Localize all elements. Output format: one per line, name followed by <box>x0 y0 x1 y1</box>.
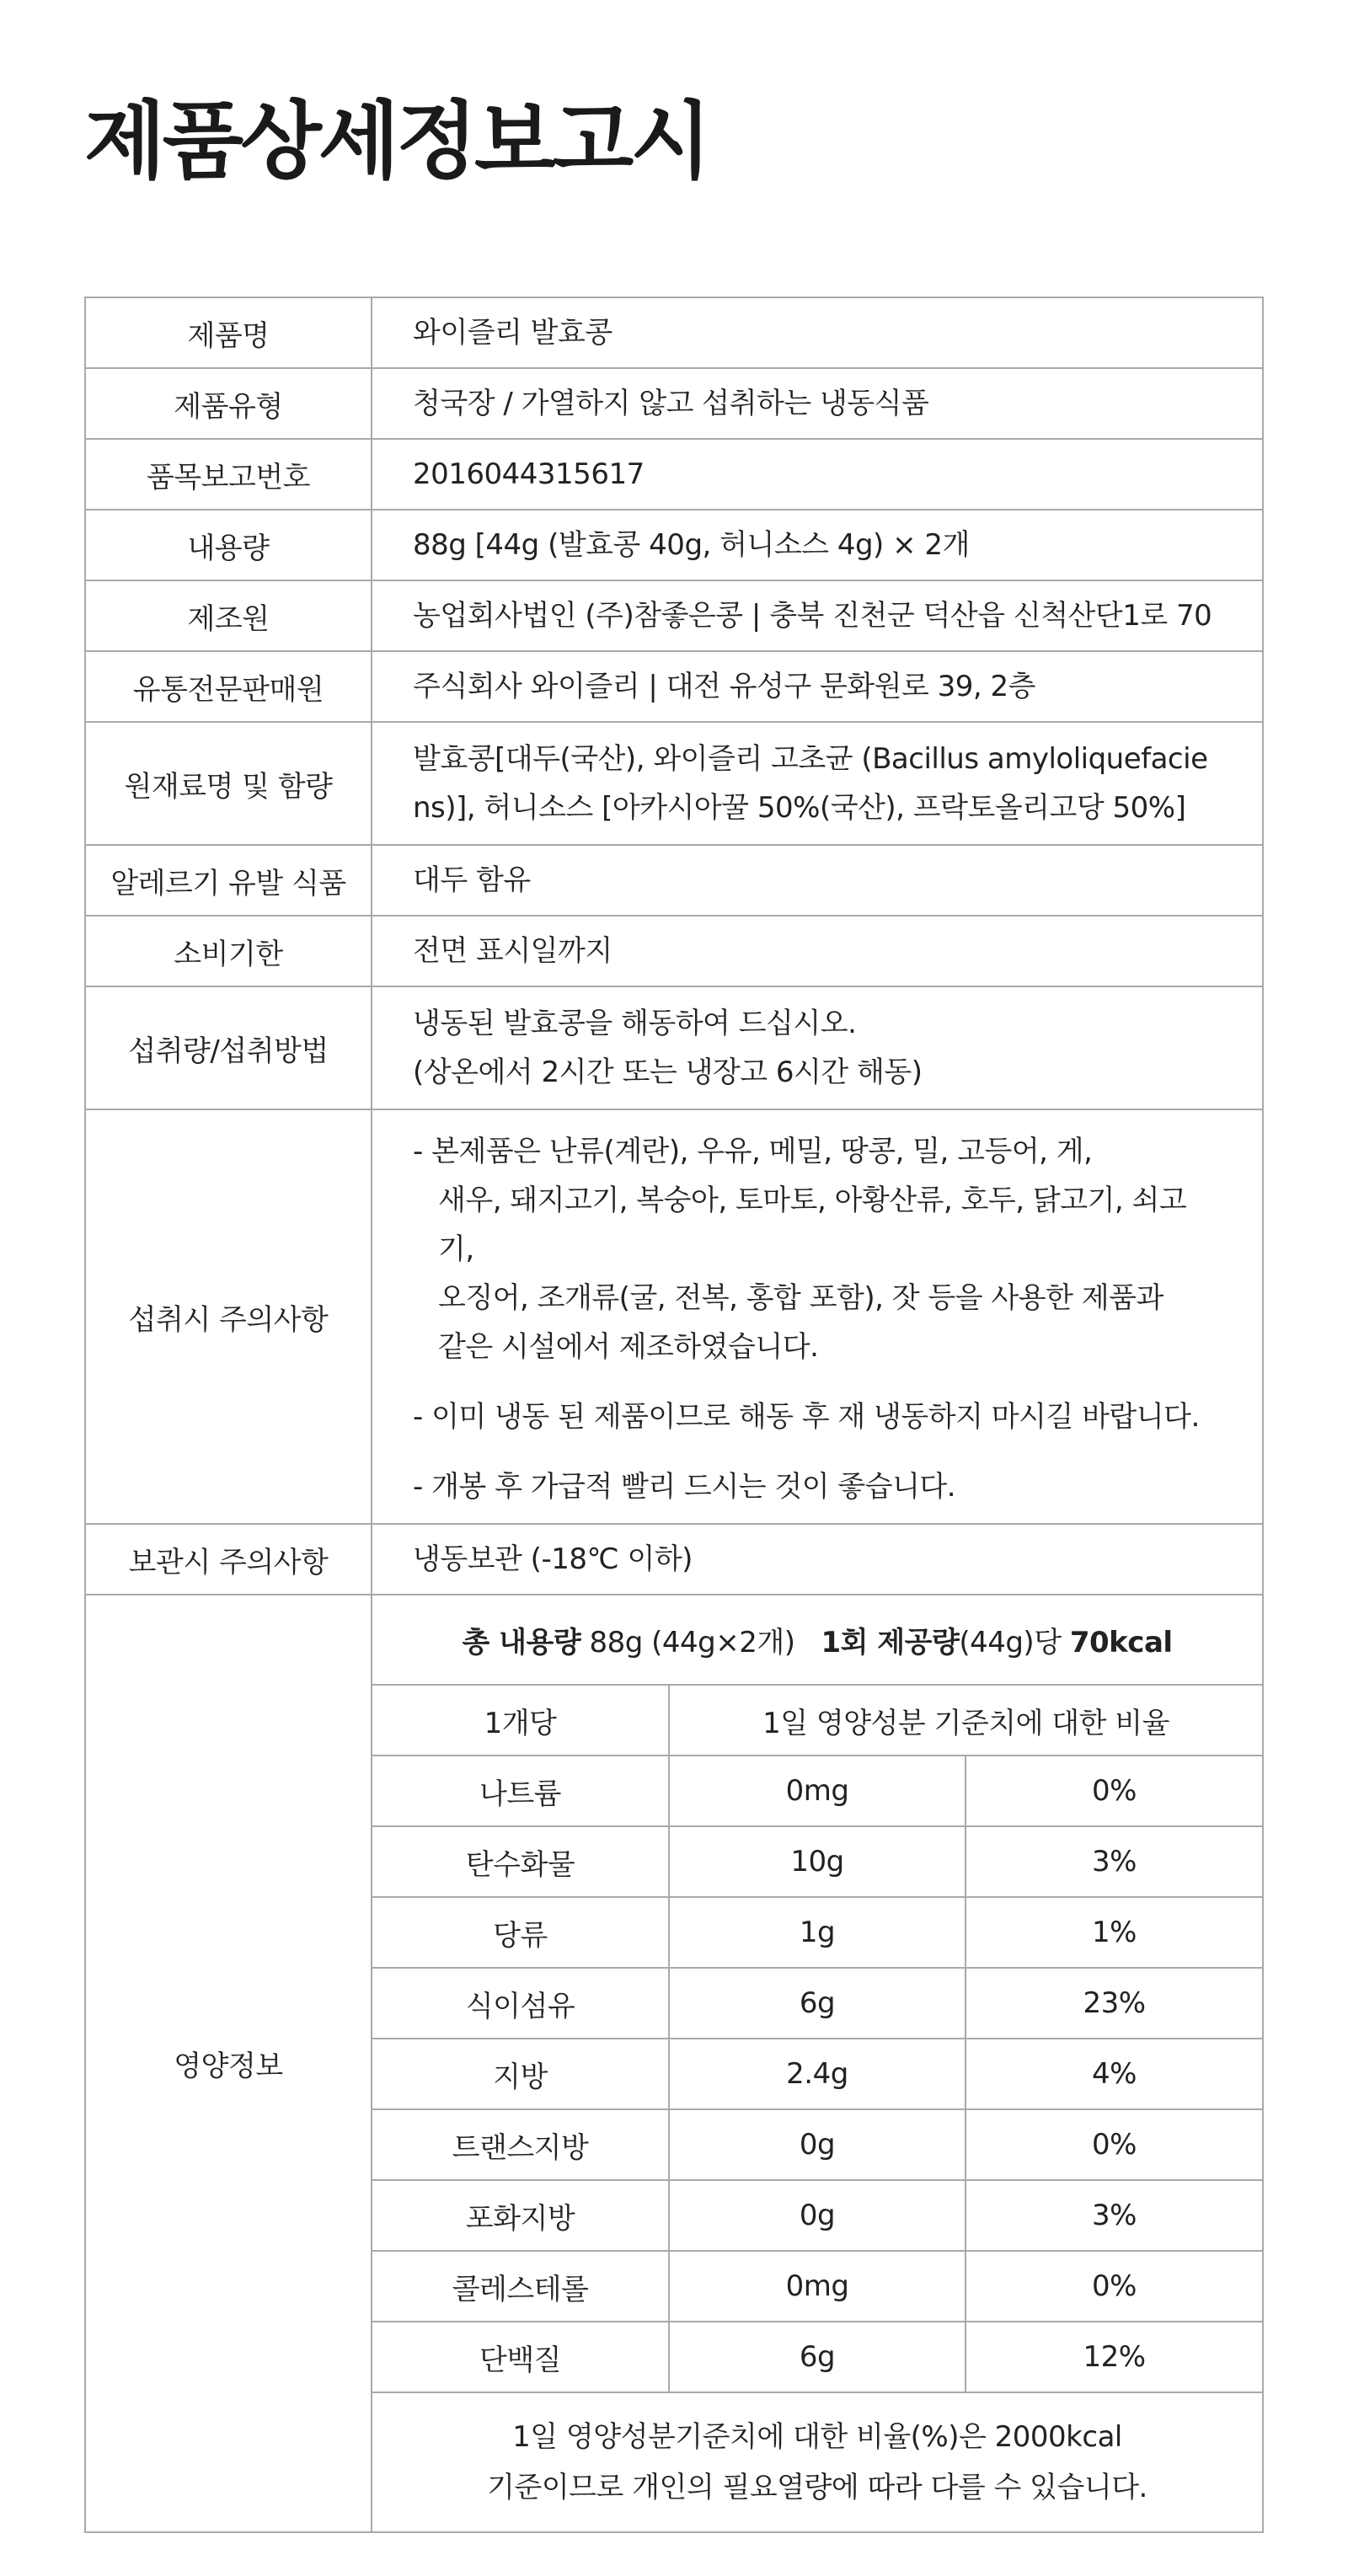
row-value: 냉동된 발효콩을 해동하여 드십시오. (상온에서 2시간 또는 냉장고 6시간 해동) <box>372 986 1263 1109</box>
row-value: 청국장 / 가열하지 않고 섭취하는 냉동식품 <box>372 368 1263 439</box>
row-label: 내용량 <box>85 510 372 580</box>
info-row <box>85 510 1263 580</box>
product-info-table <box>84 297 1264 2533</box>
row-value: 전면 표시일까지 <box>372 916 1263 986</box>
nutrition-label: 영양정보 <box>85 1595 372 2532</box>
info-row <box>85 651 1263 722</box>
nutrition-item: 나트륨 0mg 0% <box>372 1756 1262 1826</box>
row-value: 주식회사 와이즐리 | 대전 유성구 문화원로 39, 2층 <box>372 651 1263 722</box>
nutrition-item: 당류 1g 1% <box>372 1897 1262 1968</box>
caution-item-2: - 이미 냉동 된 제품이므로 해동 후 재 냉동하지 마시길 바랍니다. <box>413 1400 1200 1434</box>
nutrition-table <box>372 1595 1262 2531</box>
info-row <box>85 916 1263 986</box>
caution-item-1: - 본제품은 난류(계란), 우유, 메밀, 땅콩, 밀, 고등어, 게, <box>413 1135 1093 1168</box>
row-value: 2016044315617 <box>372 439 1263 510</box>
nutrition-item: 식이섬유 6g 23% <box>372 1968 1262 2039</box>
info-row <box>85 722 1263 845</box>
row-label: 제품명 <box>85 297 372 368</box>
caution-label: 섭취시 주의사항 <box>85 1109 372 1524</box>
caution-text: - 본제품은 난류(계란), 우유, 메밀, 땅콩, 밀, 고등어, 게, 새우, 돼지고기, 복숭아, 토마토, 아황산류, 호두, 닭고기, 쇠고기, 오징어, 조개류(굴, 전복, 홍합 포함), 잣 등을 사용한 제품과 같은 시설에서 제조하였습니다. - 이미 냉동 된 제품이므로 해동 후 재 냉동하지 마시길 바랍니다. - 개봉 후 가급적 빨리 드시는 것이 좋습니다. <box>372 1109 1263 1524</box>
storage-row <box>85 1524 1263 1595</box>
row-label: 원재료명 및 함량 <box>85 722 372 845</box>
row-label: 알레르기 유발 식품 <box>85 845 372 916</box>
page-title: 제품상세정보고시 <box>84 92 709 190</box>
info-row <box>85 845 1263 916</box>
row-label: 유통전문판매원 <box>85 651 372 722</box>
nutrition-item: 단백질 6g 12% <box>372 2322 1262 2392</box>
info-row <box>85 986 1263 1109</box>
nutrition-footnote: 1일 영양성분기준치에 대한 비율(%)은 2000kcal 기준이므로 개인의 필요열량에 따라 다를 수 있습니다. <box>372 2392 1262 2531</box>
row-value: 농업회사법인 (주)참좋은콩 | 충북 진천군 덕산읍 신척산단1로 70 <box>372 580 1263 651</box>
row-label: 품목보고번호 <box>85 439 372 510</box>
nutrition-item: 트랜스지방 0g 0% <box>372 2109 1262 2180</box>
row-label: 소비기한 <box>85 916 372 986</box>
row-label: 섭취량/섭취방법 <box>85 986 372 1109</box>
storage-value: 냉동보관 (-18℃ 이하) <box>372 1524 1263 1595</box>
caution-row <box>85 1109 1263 1524</box>
nutrition-item: 콜레스테롤 0mg 0% <box>372 2251 1262 2322</box>
nutrition-facts <box>372 1595 1263 2532</box>
row-value: 발효콩[대두(국산), 와이즐리 고초균 (Bacillus amyloliquefacie ns)], 허니소스 [아카시아꿀 50%(국산), 프락토올리고당 50%] <box>372 722 1263 845</box>
nutrition-header-ratio: 1일 영양성분 기준치에 대한 비율 <box>669 1685 1262 1756</box>
nutrition-item: 포화지방 0g 3% <box>372 2180 1262 2251</box>
nutrition-summary: 총 내용량 88g (44g×2개) 1회 제공량(44g)당 70kcal <box>372 1595 1262 1685</box>
row-value: 와이즐리 발효콩 <box>372 297 1263 368</box>
info-row <box>85 297 1263 368</box>
nutrition-item: 지방 2.4g 4% <box>372 2039 1262 2109</box>
row-label: 제품유형 <box>85 368 372 439</box>
nutrition-header-per: 1개당 <box>372 1685 669 1756</box>
nutrition-row <box>85 1595 1263 2532</box>
nutrition-item: 탄수화물 10g 3% <box>372 1826 1262 1897</box>
info-row <box>85 580 1263 651</box>
row-label: 제조원 <box>85 580 372 651</box>
info-row <box>85 439 1263 510</box>
caution-item-3: - 개봉 후 가급적 빨리 드시는 것이 좋습니다. <box>413 1470 956 1504</box>
storage-label: 보관시 주의사항 <box>85 1524 372 1595</box>
info-row <box>85 368 1263 439</box>
row-value: 88g [44g (발효콩 40g, 허니소스 4g) × 2개 <box>372 510 1263 580</box>
row-value: 대두 함유 <box>372 845 1263 916</box>
